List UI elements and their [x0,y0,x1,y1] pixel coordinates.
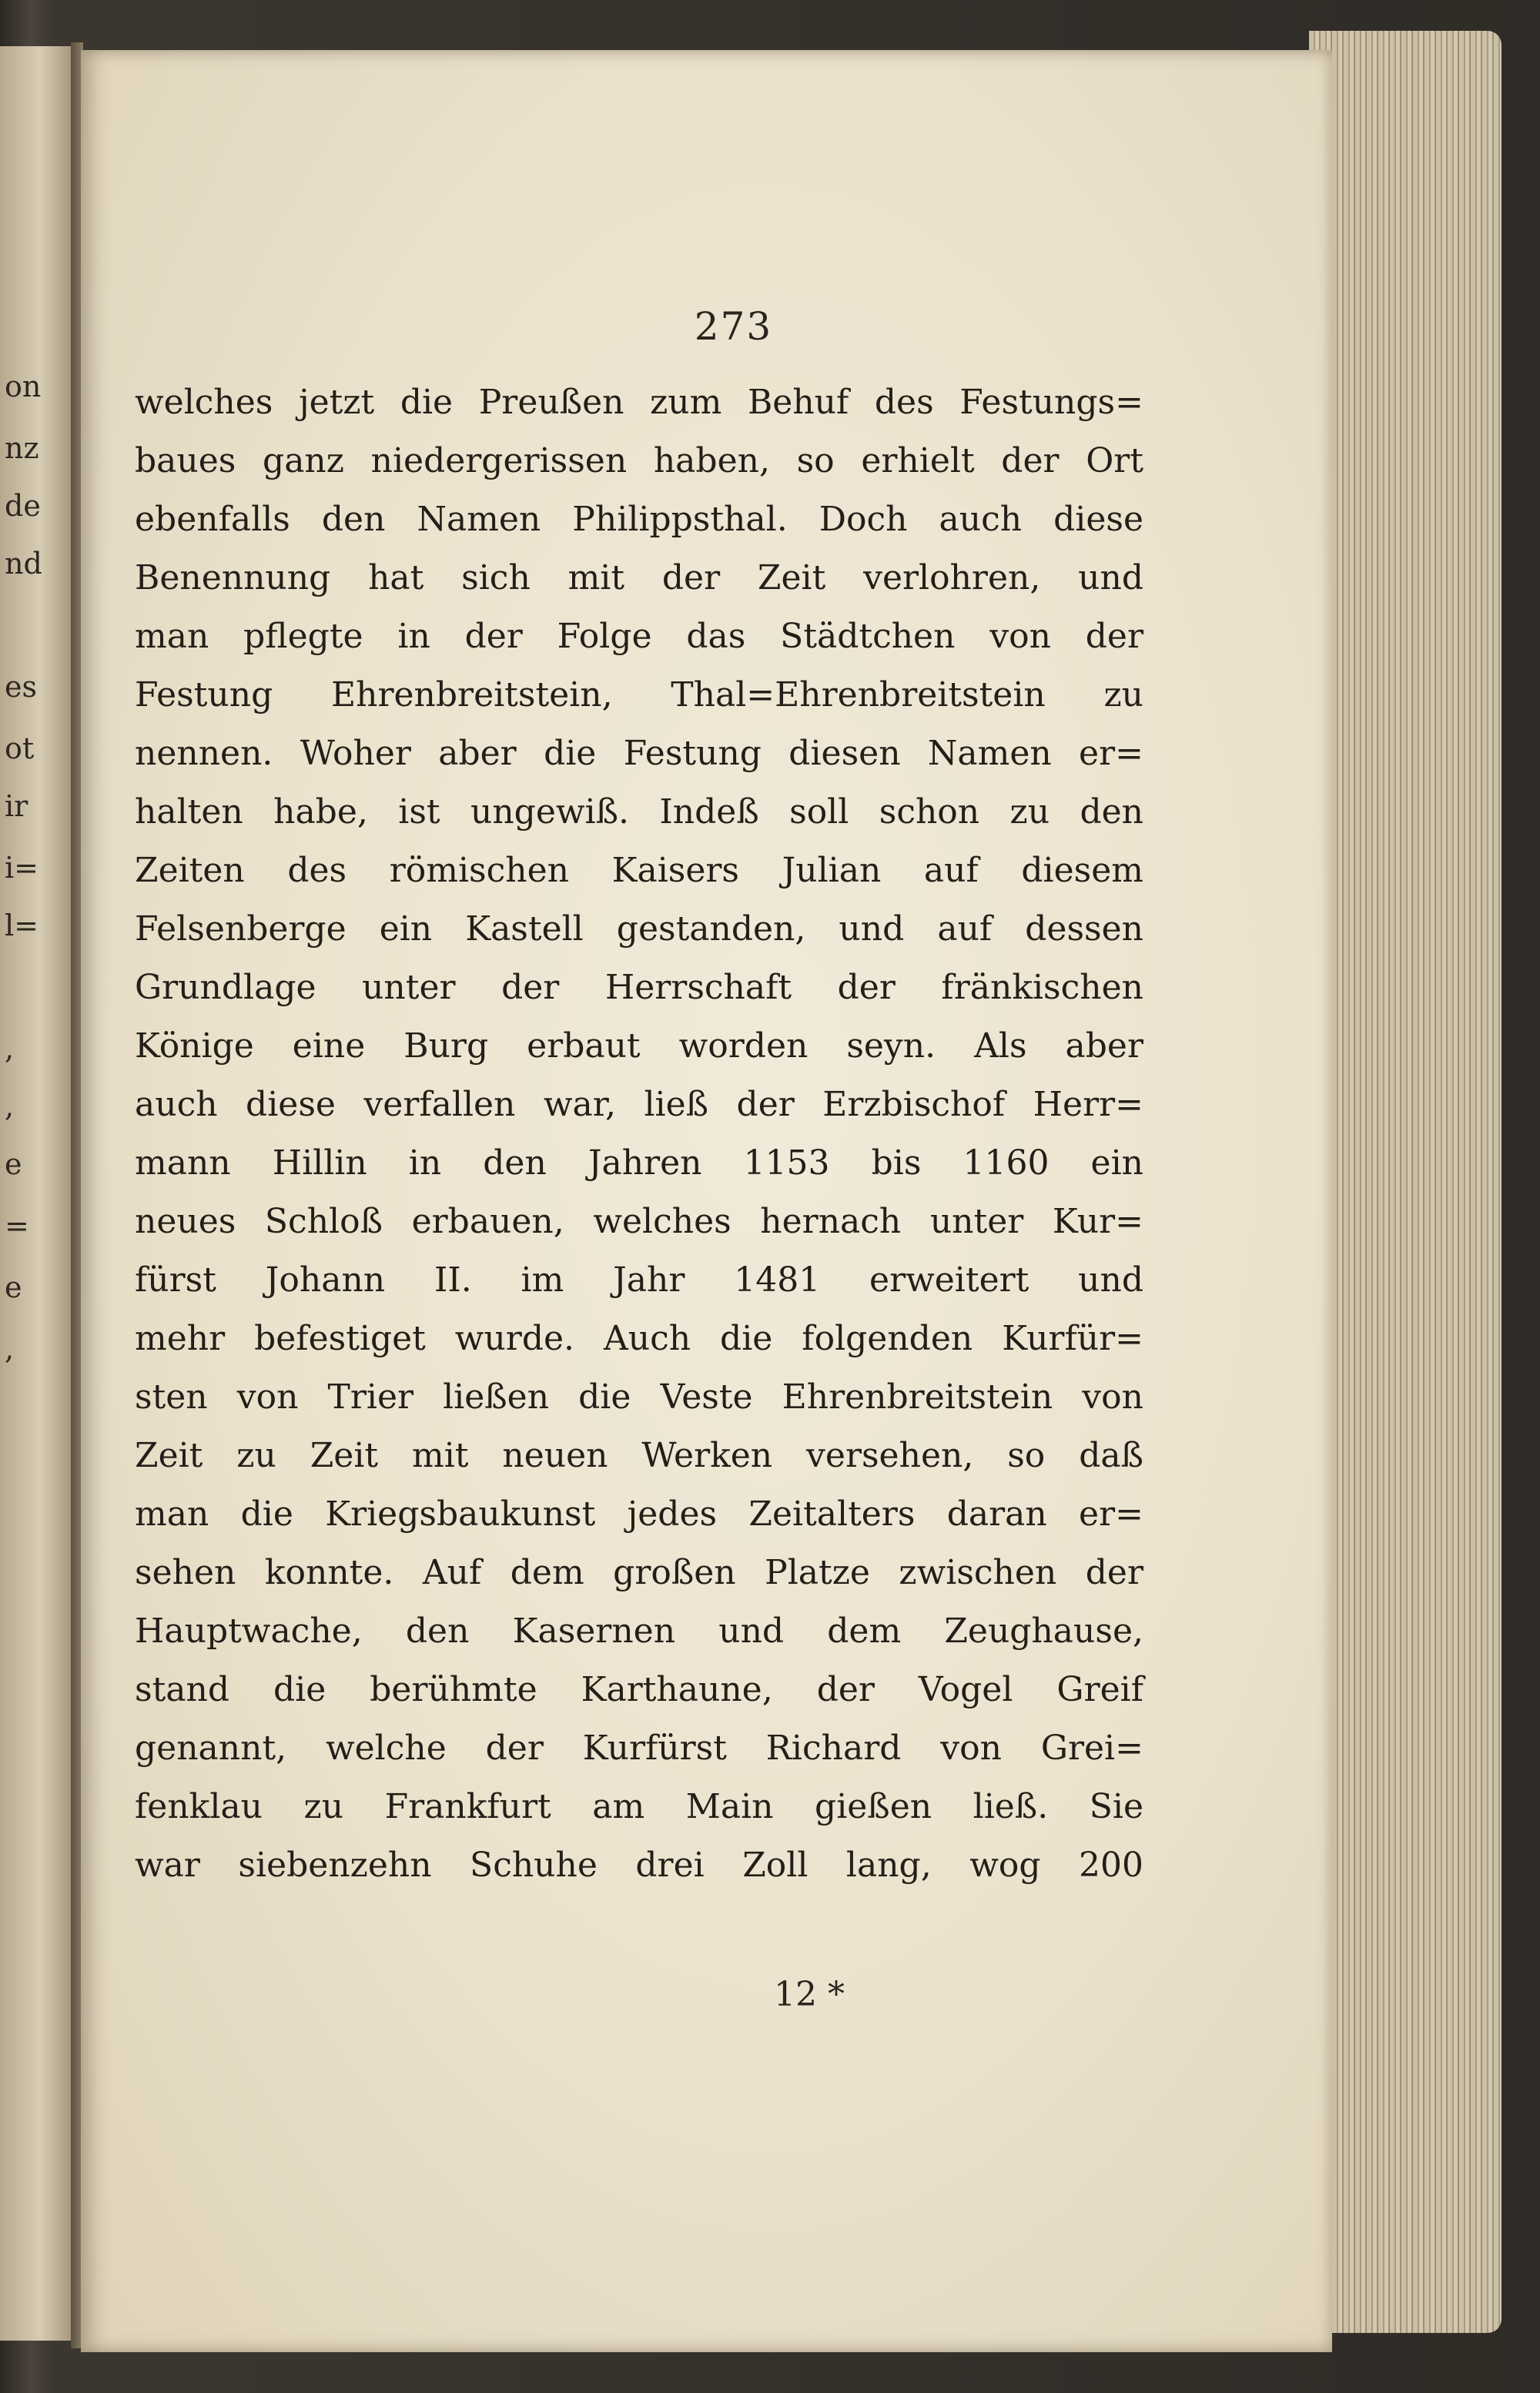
text-line: sten von Trier ließen die Veste Ehrenbreitstein von [135,1377,1143,1417]
facing-page-fragment: ir [5,789,28,823]
facing-page-edge [0,46,73,2341]
facing-page-fragment: de [5,489,41,523]
text-line: Festung Ehrenbreitstein, Thal=Ehrenbreitstein zu [135,675,1143,715]
text-line: Zeiten des römischen Kaisers Julian auf diesem [135,851,1143,890]
facing-page-fragment: , [5,1332,15,1366]
facing-page-fragment: e [5,1147,22,1181]
text-line: neues Schloß erbauen, welches hernach unter Kur= [135,1202,1143,1241]
text-line: baues ganz niedergerissen haben, so erhielt der Ort [135,441,1143,480]
text-line: fenklau zu Frankfurt am Main gießen ließ. Sie [135,1787,1143,1826]
text-line: sehen konnte. Auf dem großen Platze zwischen der [135,1553,1143,1592]
text-line: Hauptwache, den Kasernen und dem Zeughause, [135,1612,1143,1651]
facing-page-fragment: e [5,1270,22,1304]
text-line: halten habe, ist ungewiß. Indeß soll schon zu den [135,792,1143,832]
text-line: Könige eine Burg erbaut worden seyn. Als aber [135,1026,1143,1066]
text-line: stand die berühmte Karthaune, der Vogel Greif [135,1670,1143,1709]
text-line: man die Kriegsbaukunst jedes Zeitalters daran er= [135,1494,1143,1534]
page-number: 273 [694,304,773,349]
facing-page-fragment: l= [5,909,38,942]
facing-page-fragment: es [5,670,37,704]
text-line: mehr befestiget wurde. Auch die folgenden Kurfür= [135,1319,1143,1358]
facing-page-fragment: on [5,370,42,403]
text-line: Felsenberge ein Kastell gestanden, und auf dessen [135,909,1143,949]
text-line: man pflegte in der Folge das Städtchen von der [135,617,1143,656]
book-page [81,50,1332,2352]
text-line: fürst Johann II. im Jahr 1481 erweitert und [135,1260,1143,1300]
facing-page-fragment: = [5,1209,29,1243]
facing-page-fragment: , [5,1032,15,1066]
text-line: mann Hillin in den Jahren 1153 bis 1160 ein [135,1143,1143,1183]
facing-page-fragment: nd [5,547,42,581]
text-line: genannt, welche der Kurfürst Richard von Grei= [135,1729,1143,1768]
facing-page-fragment: nz [5,431,39,465]
facing-page-fragment: i= [5,851,38,885]
text-line: ebenfalls den Namen Philippsthal. Doch auch diese [135,500,1143,539]
text-line: war siebenzehn Schuhe drei Zoll lang, wog 200 [135,1846,1143,1885]
facing-page-fragment: ot [5,731,35,765]
text-line: auch diese verfallen war, ließ der Erzbischof Herr= [135,1085,1143,1124]
body-text [135,373,1143,1895]
facing-page-fragment: , [5,1089,15,1123]
text-line: Benennung hat sich mit der Zeit verlohren, und [135,558,1143,597]
text-line: Zeit zu Zeit mit neuen Werken versehen, so daß [135,1436,1143,1475]
text-line: welches jetzt die Preußen zum Behuf des Festungs= [135,383,1143,422]
signature-mark: 12 * [774,1975,845,2014]
page-edges [1309,31,1502,2333]
text-line: nennen. Woher aber die Festung diesen Namen er= [135,734,1143,773]
text-line: Grundlage unter der Herrschaft der fränkischen [135,968,1143,1007]
